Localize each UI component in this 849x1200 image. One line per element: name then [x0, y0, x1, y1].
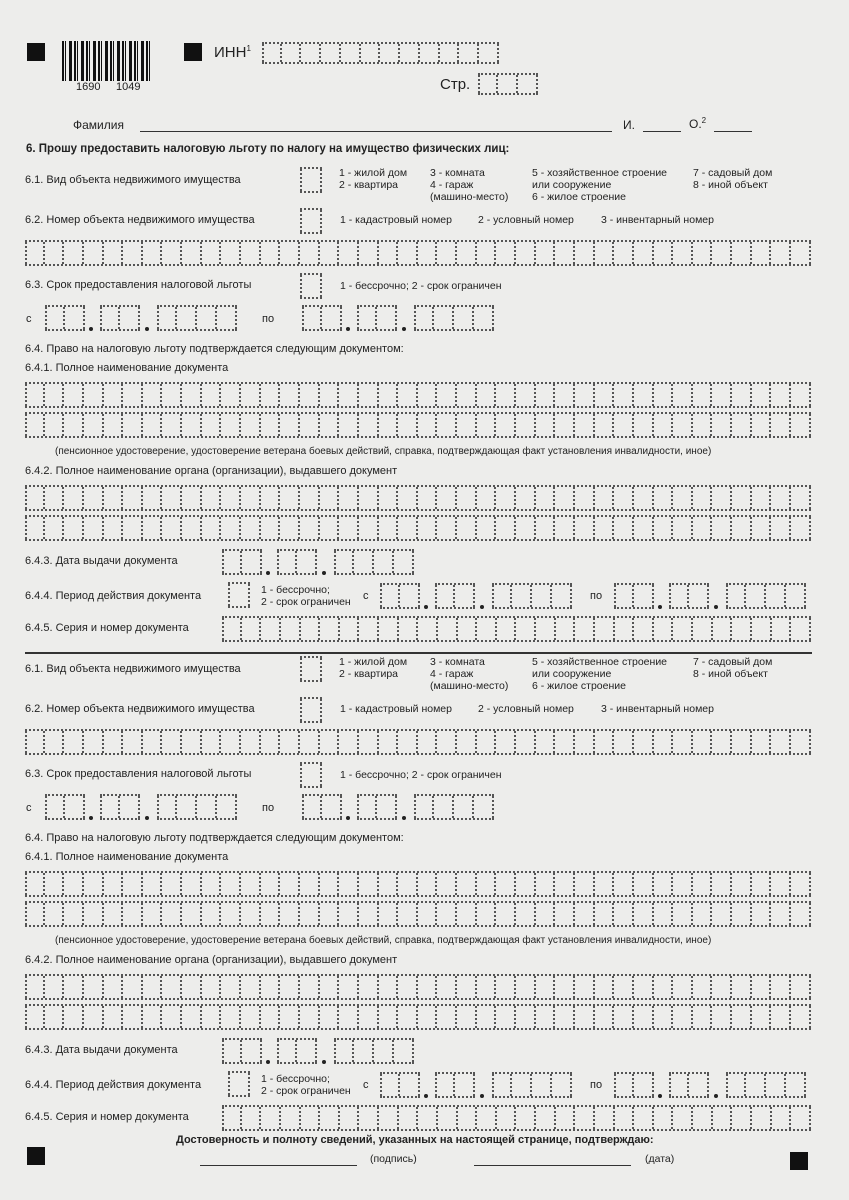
issue-date-month[interactable] — [277, 549, 317, 575]
to-label: по — [262, 313, 275, 325]
period-from-year[interactable] — [492, 583, 572, 609]
label-6-4-1: 6.4.1. Полное наименование документа — [25, 851, 229, 863]
label-6-4-5: 6.4.5. Серия и номер документа — [25, 622, 189, 634]
issue-date-day[interactable] — [222, 1038, 262, 1064]
object-number-field[interactable] — [25, 240, 811, 266]
issuer-row1[interactable] — [25, 974, 811, 1000]
signature-field[interactable] — [200, 1165, 357, 1166]
opt62-2: 2 - условный номер — [478, 703, 574, 715]
doc-name-row2[interactable] — [25, 901, 811, 927]
inn-field[interactable] — [262, 42, 499, 64]
period-from-label: с — [363, 590, 369, 602]
term-to-month[interactable] — [357, 305, 397, 331]
period-from-year[interactable] — [492, 1072, 572, 1098]
label-6-4: 6.4. Право на налоговую льготу подтверждается следующим документом: — [25, 343, 404, 355]
label-6-4-4: 6.4.4. Период действия документа — [25, 590, 202, 602]
label-6-1: 6.1. Вид объекта недвижимого имущества — [25, 663, 241, 675]
period-from-month[interactable] — [435, 1072, 475, 1098]
opt61-col2-line1: 4 - гараж — [430, 179, 474, 191]
object-type-field[interactable] — [300, 167, 322, 193]
date-dot — [714, 605, 718, 609]
opt62-3: 3 - инвентарный номер — [601, 703, 714, 715]
to-label: по — [262, 802, 275, 814]
opt62-1: 1 - кадастровый номер — [340, 703, 452, 715]
date-dot — [145, 327, 149, 331]
period-from-day[interactable] — [380, 1072, 420, 1098]
confirm-text: Достоверность и полноту сведений, указанных на настоящей странице, подтверждаю: — [176, 1134, 654, 1146]
period-to-day[interactable] — [614, 583, 654, 609]
label-6-3: 6.3. Срок предоставления налоговой льготы — [25, 768, 252, 780]
barcode-text-1: 1690 — [76, 81, 101, 93]
date-dot — [322, 571, 326, 575]
signature-label: (подпись) — [370, 1153, 417, 1165]
opt61-col3-line1: или сооружение — [532, 668, 612, 680]
from-label: с — [26, 313, 32, 325]
term-from-day[interactable] — [45, 794, 85, 820]
page-label: Стр. — [440, 76, 471, 93]
opt61-col1-line0: 1 - жилой дом — [339, 167, 408, 179]
i-field[interactable] — [643, 131, 681, 132]
date-field[interactable] — [474, 1165, 631, 1166]
opt61-col1-line1: 2 - квартира — [339, 179, 399, 191]
o-label: О.$^2$ — [689, 116, 707, 131]
familia-label: Фамилия — [73, 118, 124, 132]
term-from-day[interactable] — [45, 305, 85, 331]
opt644-2: 2 - срок ограничен — [261, 596, 351, 608]
date-dot — [424, 1094, 428, 1098]
opt61-col2-line2: (машино-место) — [430, 680, 509, 692]
opt61-col3-line2: 6 - жилое строение — [532, 680, 626, 692]
term-from-year[interactable] — [157, 794, 237, 820]
date-dot — [480, 1094, 484, 1098]
opt61-col3-line0: 5 - хозяйственное строение — [532, 656, 668, 668]
opt61-col2-line0: 3 - комната — [430, 656, 485, 668]
opt61-col4-line1: 8 - иной объект — [693, 668, 768, 680]
opt61-col2-line1: 4 - гараж — [430, 668, 474, 680]
opt62-2: 2 - условный номер — [478, 214, 574, 226]
corner-marker-bottom-right — [790, 1152, 808, 1170]
barcode — [62, 41, 150, 81]
date-dot — [322, 1060, 326, 1064]
issuer-row2[interactable] — [25, 515, 811, 541]
term-to-day[interactable] — [302, 794, 342, 820]
opt61-col4-line1: 8 - иной объект — [693, 179, 768, 191]
date-dot — [89, 327, 93, 331]
label-6-4-1: 6.4.1. Полное наименование документа — [25, 362, 229, 374]
label-6-4-4: 6.4.4. Период действия документа — [25, 1079, 202, 1091]
date-dot — [480, 605, 484, 609]
opt61-col2-line2: (машино-место) — [430, 191, 509, 203]
opt61-col3-line0: 5 - хозяйственное строение — [532, 167, 668, 179]
date-dot — [266, 571, 270, 575]
note-6-4-1: (пенсионное удостоверение, удостоверение ветерана боевых действий, справка, подтверждающая факт установления инвалидности, иное) — [55, 446, 712, 457]
opt61-col2-line0: 3 - комната — [430, 167, 485, 179]
label-6-4-2: 6.4.2. Полное наименование органа (организации), выдавшего документ — [25, 954, 398, 966]
series-number-field[interactable] — [222, 616, 811, 642]
period-to-month[interactable] — [669, 583, 709, 609]
o-field[interactable] — [714, 131, 752, 132]
opt62-1: 1 - кадастровый номер — [340, 214, 452, 226]
series-number-field[interactable] — [222, 1105, 811, 1131]
term-to-month[interactable] — [357, 794, 397, 820]
barcode-text-2: 1049 — [116, 81, 141, 93]
label-6-2: 6.2. Номер объекта недвижимого имущества — [25, 703, 255, 715]
note-6-4-1: (пенсионное удостоверение, удостоверение ветерана боевых действий, справка, подтверждающая факт установления инвалидности, иное) — [55, 935, 712, 946]
familia-field[interactable] — [140, 131, 612, 132]
label-6-2: 6.2. Номер объекта недвижимого имущества — [25, 214, 255, 226]
issuer-row1[interactable] — [25, 485, 811, 511]
label-6-4-3: 6.4.3. Дата выдачи документа — [25, 1044, 178, 1056]
period-from-day[interactable] — [380, 583, 420, 609]
label-6-4: 6.4. Право на налоговую льготу подтверждается следующим документом: — [25, 832, 404, 844]
opt61-col4-line0: 7 - садовый дом — [693, 167, 773, 179]
inn-label: ИНН$^1$ — [214, 44, 251, 61]
opt61-col3-line2: 6 - жилое строение — [532, 191, 626, 203]
label-6-1: 6.1. Вид объекта недвижимого имущества — [25, 174, 241, 186]
date-dot — [145, 816, 149, 820]
period-from-label: с — [363, 1079, 369, 1091]
term-from-month[interactable] — [100, 305, 140, 331]
doc-name-row1[interactable] — [25, 382, 811, 408]
i-label: И. — [623, 118, 635, 132]
opt644-1: 1 - бессрочно; — [261, 584, 330, 596]
corner-marker-top-left — [27, 43, 45, 61]
date-dot — [89, 816, 93, 820]
opt63: 1 - бессрочно; 2 - срок ограничен — [340, 769, 502, 781]
issue-date-month[interactable] — [277, 1038, 317, 1064]
term-to-year[interactable] — [414, 794, 494, 820]
date-dot — [346, 327, 350, 331]
opt61-col3-line1: или сооружение — [532, 179, 612, 191]
corner-marker-bottom-left — [27, 1147, 45, 1165]
date-dot — [346, 816, 350, 820]
date-dot — [402, 816, 406, 820]
doc-name-row2[interactable] — [25, 412, 811, 438]
block-separator — [25, 652, 812, 654]
period-to-year[interactable] — [726, 583, 806, 609]
opt61-col4-line0: 7 - садовый дом — [693, 656, 773, 668]
date-dot — [658, 1094, 662, 1098]
section-title: 6. Прошу предоставить налоговую льготу по налогу на имущество физических лиц: — [26, 143, 510, 155]
label-6-4-5: 6.4.5. Серия и номер документа — [25, 1111, 189, 1123]
issuer-row2[interactable] — [25, 1004, 811, 1030]
term-to-day[interactable] — [302, 305, 342, 331]
issue-date-year[interactable] — [334, 549, 414, 575]
term-field[interactable] — [300, 273, 322, 299]
object-number-field[interactable] — [25, 729, 811, 755]
page-number-field[interactable] — [478, 73, 538, 95]
date-dot — [424, 605, 428, 609]
date-dot — [658, 605, 662, 609]
term-to-year[interactable] — [414, 305, 494, 331]
date-label: (дата) — [645, 1153, 675, 1165]
number-type-field[interactable] — [300, 208, 322, 234]
term-from-year[interactable] — [157, 305, 237, 331]
opt644-1: 1 - бессрочно; — [261, 1073, 330, 1085]
issue-date-year[interactable] — [334, 1038, 414, 1064]
period-to-label: по — [590, 1079, 603, 1091]
corner-marker-top — [184, 43, 202, 61]
date-dot — [266, 1060, 270, 1064]
period-type-field[interactable] — [228, 1071, 250, 1097]
period-to-month[interactable] — [669, 1072, 709, 1098]
date-dot — [402, 327, 406, 331]
opt61-col1-line0: 1 - жилой дом — [339, 656, 408, 668]
doc-name-row1[interactable] — [25, 871, 811, 897]
period-from-month[interactable] — [435, 583, 475, 609]
period-to-label: по — [590, 590, 603, 602]
label-6-4-3: 6.4.3. Дата выдачи документа — [25, 555, 178, 567]
date-dot — [714, 1094, 718, 1098]
period-to-day[interactable] — [614, 1072, 654, 1098]
object-type-field[interactable] — [300, 656, 322, 682]
opt62-3: 3 - инвентарный номер — [601, 214, 714, 226]
period-type-field[interactable] — [228, 582, 250, 608]
term-field[interactable] — [300, 762, 322, 788]
from-label: с — [26, 802, 32, 814]
term-from-month[interactable] — [100, 794, 140, 820]
issue-date-day[interactable] — [222, 549, 262, 575]
opt61-col1-line1: 2 - квартира — [339, 668, 399, 680]
period-to-year[interactable] — [726, 1072, 806, 1098]
label-6-3: 6.3. Срок предоставления налоговой льготы — [25, 279, 252, 291]
number-type-field[interactable] — [300, 697, 322, 723]
opt644-2: 2 - срок ограничен — [261, 1085, 351, 1097]
opt63: 1 - бессрочно; 2 - срок ограничен — [340, 280, 502, 292]
label-6-4-2: 6.4.2. Полное наименование органа (организации), выдавшего документ — [25, 465, 398, 477]
